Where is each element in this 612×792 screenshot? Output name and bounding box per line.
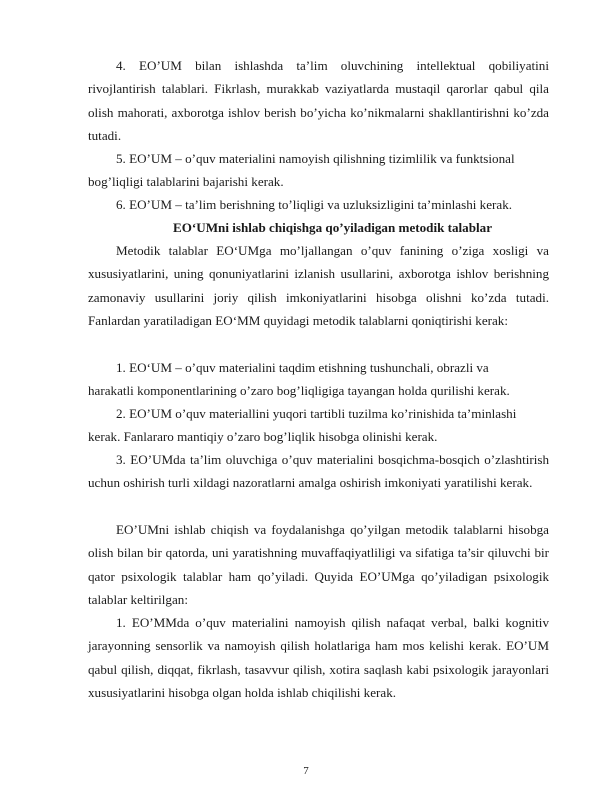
requirement-6: 6. EO’UM – ta’lim berishning to’liqligi va uzluksizligini ta’minlashi kerak.: [116, 197, 513, 212]
page-number: 7: [303, 765, 309, 777]
metodik-2-line-2: kerak. Fanlararo mantiqiy o’zaro bog’liqlik hisobga olinishi kerak.: [88, 429, 438, 444]
requirement-5-line-1: 5. EO’UM – o’quv materialini namoyish qilishning tizimlilik va funktsional: [116, 151, 515, 166]
paragraph-psixologik: EO’UMni ishlab chiqish va foydalanishga qo’yilgan metodik talablarni hisobga olish bilan bir qatorda, uni yaratishning muvaffaqiyatliligi va sifatiga ta’sir qiluvchi bir qator psixologik talablar ham qo’yiladi. Quyida EO’UMga qo’yiladigan psixologik talablar keltirilgan:: [88, 522, 549, 607]
paragraph-metodik: Metodik talablar EO‘UMga mo’ljallangan o’quv fanining o’ziga xosligi va xususiyatlarini, uning qonuniyatlarini izlanish usullarini, axborotga ishlov berishning zamonaviy usullarini joriy qilish imkoniyatlarini hisobga olishni ko’zda tutadi. Fanlardan yaratiladigan EO‘MM quyidagi metodik talablarni qoniqtirishi kerak:: [88, 243, 549, 328]
metodik-2-line-1: 2. EO’UM o’quv materiallini yuqori tartibli tuzilma ko’rinishida ta’minlashi: [116, 406, 517, 421]
paragraph-requirement-4: 4. EO’UM bilan ishlashda ta’lim oluvchining intellektual qobiliyatini rivojlantirish talablari. Fikrlash, murakkab vaziyatlarda mustaqil qarorlar qabul qila olish mahorati, axborotga ishlov berish bo’yicha ko’nikmalarni shakllantirishni ko’zda tutadi.: [88, 58, 549, 143]
metodik-1-line-2: harakatli komponentlarining o’zaro bog’liqligiga tayangan holda qurilishi kerak.: [88, 383, 510, 398]
paragraph-metodik-3: 3. EO’UMda ta’lim oluvchiga o’quv materialini bosqichma-bosqich o’zlashtirish uchun oshirish turli xildagi nazoratlarni amalga oshirish imkoniyati yaratilishi kerak.: [88, 452, 549, 491]
section-heading: EO‘UMni ishlab chiqishga qo’yiladigan metodik talablar: [172, 220, 493, 235]
metodik-1-line-1: 1. EO‘UM – o’quv materialini taqdim etishning tushunchali, obrazli va: [116, 360, 489, 375]
paragraph-psixologik-1: 1. EO’MMda o’quv materialini namoyish qilish nafaqat verbal, balki kognitiv jarayonning sensorlik va namoyish qilish holatlariga ham mos kelishi kerak. EO’UM qabul qilish, diqqat, fikrlash, tasavvur qilish, xotira saqlash kabi psixologik jarayonlari xususiyatlarini hisobga olgan holda ishlab chiqilishi kerak.: [88, 615, 549, 700]
requirement-5-line-2: bog’liqligi talablarini bajarishi kerak.: [88, 174, 284, 189]
